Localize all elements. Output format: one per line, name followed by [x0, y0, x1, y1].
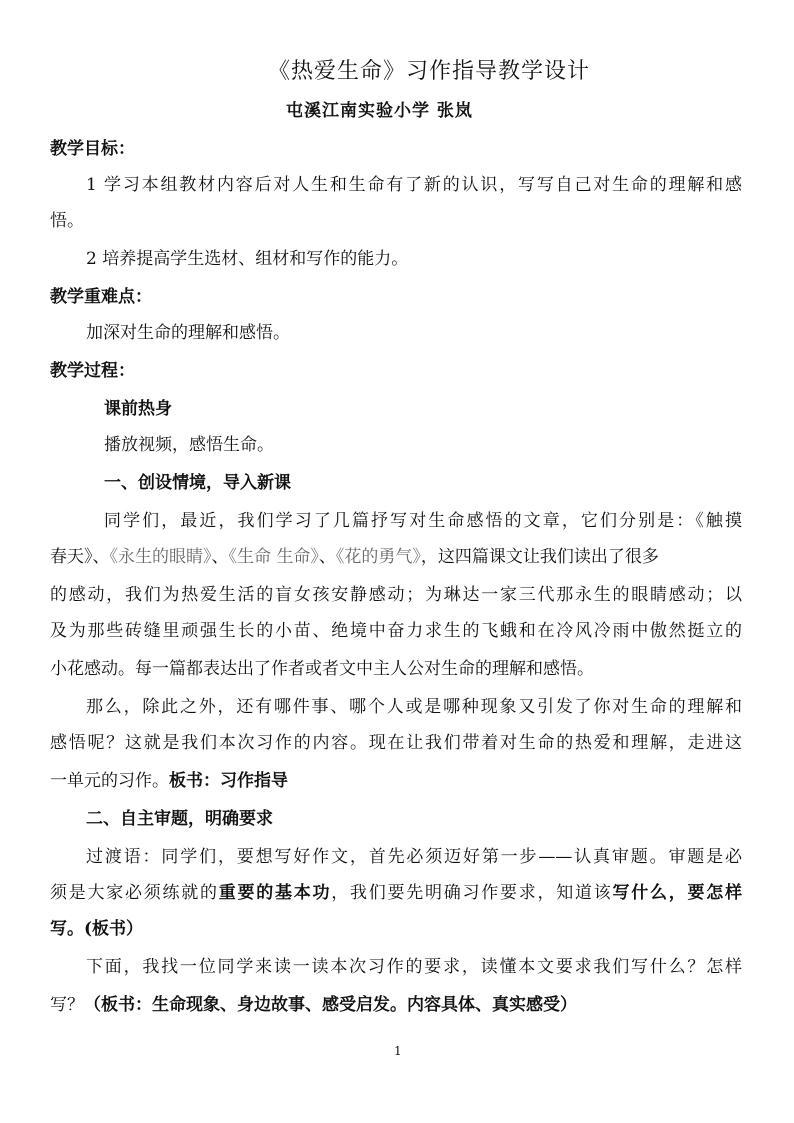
document-title: 《热爱生命》习作指导教学设计	[268, 59, 591, 84]
process-heading: 教学过程：	[50, 361, 135, 381]
text-segment: 、	[318, 547, 336, 567]
paragraph-1-line-1: 同学们，最近，我们学习了几篇抒写对生命感悟的文章，它们分别是：《触摸	[104, 511, 742, 531]
book-title-1: 《永生的眼睛》	[109, 547, 212, 567]
paragraph-4-line-2	[50, 994, 577, 1016]
paragraph-1-line-5: 小花感动。每一篇都表达出了作者或者文中主人公对生命的理解和感悟。	[50, 659, 594, 679]
warmup-heading: 课前热身	[104, 399, 172, 419]
paragraph-3-line-3: 写。(板书）	[50, 919, 144, 939]
book-title-3: 《花的勇气》	[335, 547, 421, 567]
text-segment: ，我们要先明确习作要求，知道该	[331, 883, 613, 903]
paragraph-1-line-4: 及为那些砖缝里顽强生长的小苗、绝境中奋力求生的飞蛾和在冷风冷雨中傲然挺立的	[50, 621, 742, 641]
objective-2: 2 培养提高学生选材、组材和写作的能力。	[86, 249, 409, 269]
objective-1-line-2: 悟。	[50, 211, 84, 231]
book-title-2: 《生命 生命》	[228, 547, 319, 567]
paragraph-1-line-3: 的感动，我们为热爱生活的盲女孩安静感动；为琳达一家三代那永生的眼睛感动；以	[50, 585, 742, 605]
warmup-text: 播放视频，感悟生命。	[104, 435, 274, 455]
paragraph-3-line-1: 过渡语：同学们，要想写好作文，首先必须迈好第一步——认真审题。审题是必	[86, 847, 742, 867]
board-summary: （板书：生命现象、身边故事、感受启发。内容具体、真实感受）	[84, 995, 577, 1015]
text-segment: 春天》、	[50, 547, 110, 567]
section-1-heading: 一、创设情境，导入新课	[104, 473, 291, 493]
paragraph-1-line-2	[50, 546, 659, 568]
page-number: 1	[394, 1044, 402, 1058]
paragraph-3-line-2	[50, 882, 742, 904]
paragraph-2-line-1: 那么，除此之外，还有哪件事、哪个人或是哪种现象又引发了你对生命的理解和	[86, 697, 742, 717]
paragraph-4-line-1: 下面，我找一位同学来读一读本次习作的要求，读懂本文要求我们写什么？怎样	[86, 957, 742, 977]
paragraph-2-line-3	[50, 770, 288, 792]
emphasis-basic-skill: 重要的基本功	[218, 883, 332, 903]
text-segment: 一单元的习作。	[50, 771, 169, 791]
board-note: 板书：习作指导	[169, 771, 288, 791]
text-segment: 、	[211, 547, 229, 567]
emphasis-what-how: 写什么，要怎样	[612, 883, 742, 903]
author-line: 屯溪江南实验小学 张岚	[286, 101, 473, 121]
text-segment: 须是大家必须练就的	[50, 883, 219, 903]
text-segment: ，这四篇课文让我们读出了很多	[420, 547, 659, 567]
difficulty-text: 加深对生命的理解和感悟。	[86, 323, 290, 343]
section-2-heading: 二、自主审题，明确要求	[86, 809, 273, 829]
paragraph-2-line-2: 感悟呢？这就是我们本次习作的内容。现在让我们带着对生命的热爱和理解，走进这	[50, 733, 742, 753]
text-segment: 写？	[50, 995, 84, 1015]
objectives-heading: 教学目标：	[50, 139, 135, 159]
objective-1-line-1: 1 学习本组教材内容后对人生和生命有了新的认识，写写自己对生命的理解和感	[86, 175, 742, 195]
difficulty-heading: 教学重难点：	[50, 287, 152, 307]
